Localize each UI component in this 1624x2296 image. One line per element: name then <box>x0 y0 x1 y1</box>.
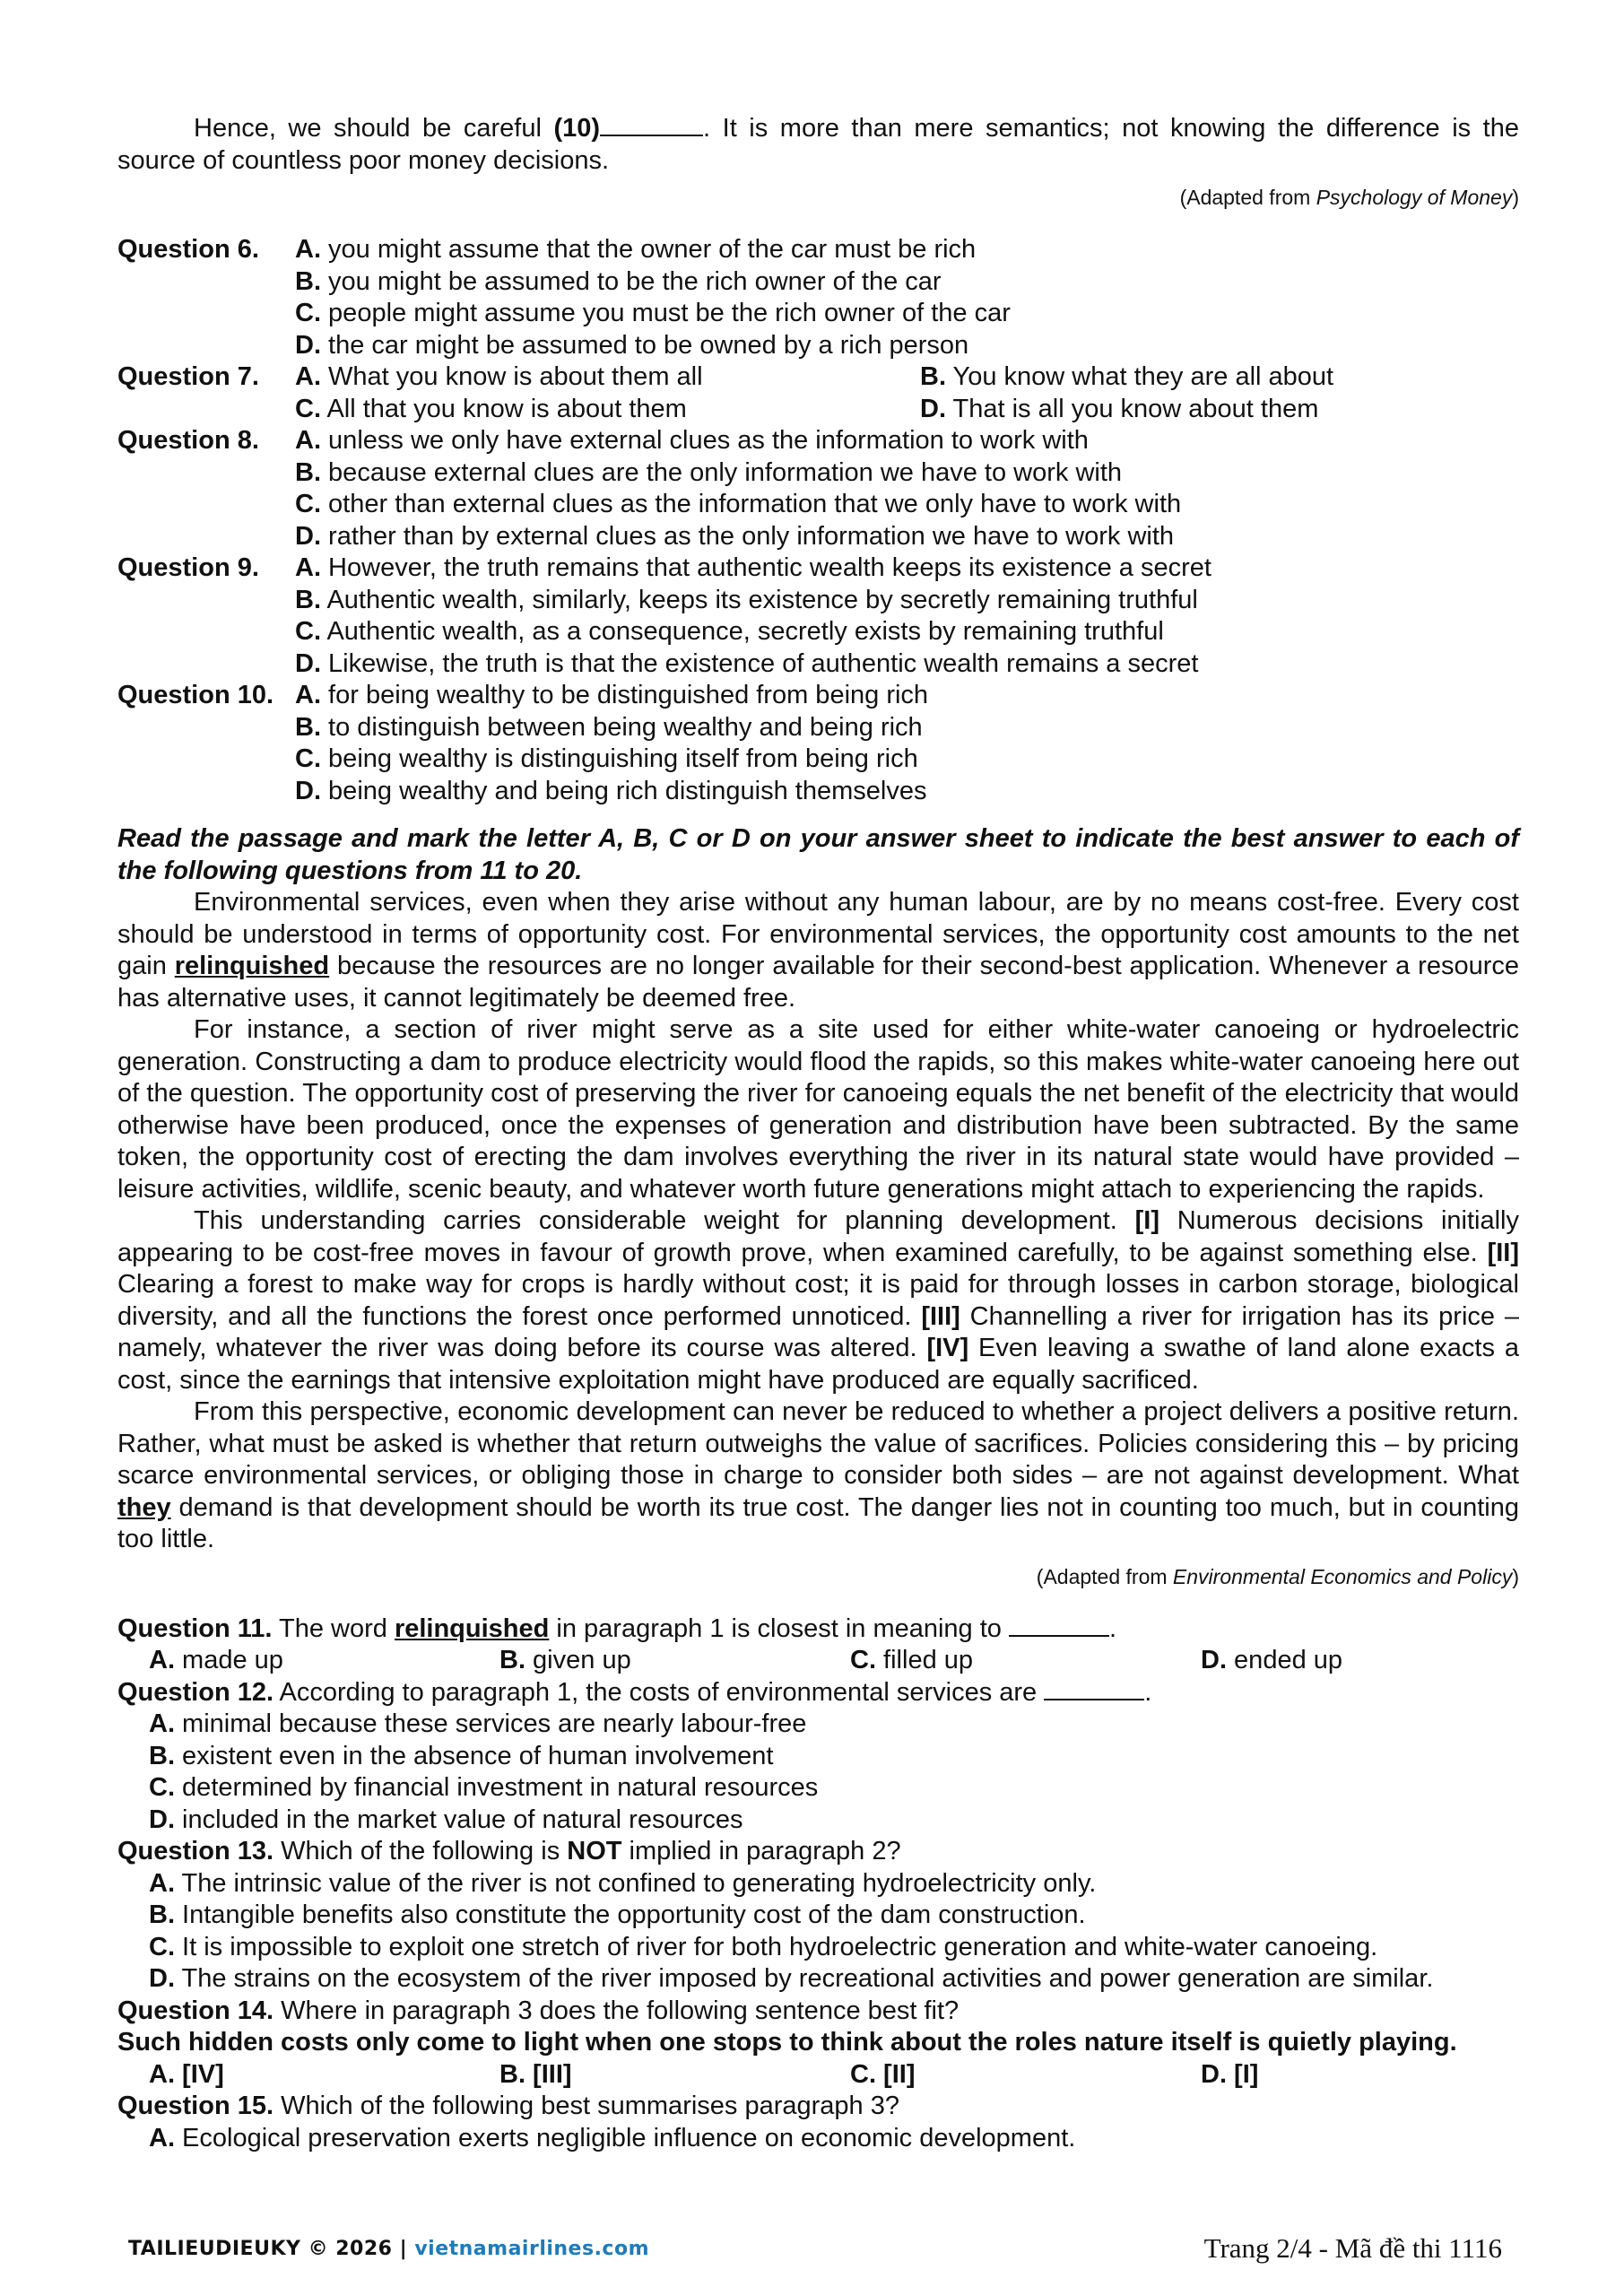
option-c[interactable]: C. It is impossible to exploit one stretch of river for both hydroelectric generation and white-water canoeing. <box>149 1932 1378 1961</box>
question-11: Question 11. The word relinquished in paragraph 1 is closest in meaning to . A. made up B. given up C. filled up D. ended up <box>117 1613 1519 1677</box>
footer-site-link[interactable]: vietnamairlines.com <box>414 2238 650 2260</box>
option-b[interactable]: B. Authentic wealth, similarly, keeps its existence by secretly remaining truthful <box>295 585 1198 614</box>
option-a[interactable]: A. for being wealthy to be distinguished from being rich <box>295 681 929 709</box>
answer-blank <box>1009 1615 1109 1637</box>
passage-paragraph-1: Environmental services, even when they arise without any human labour, are by no means cost-free. Every cost should be understood in terms of opportunity cost. For environmental services, the opportunity cost amounts to the net gain relinquished because the resources are no longer available for their second-best application. Whenever a resource has alternative uses, it cannot legitimately be deemed free. <box>117 888 1519 1013</box>
question-label: Question 6. <box>117 235 259 264</box>
question-label: Question 9. <box>117 553 259 582</box>
option-b[interactable]: B. You know what they are all about <box>920 362 1334 391</box>
option-d[interactable]: D. being wealthy and being rich distinguish themselves <box>295 776 927 805</box>
source-title: Psychology of Money <box>1316 186 1513 209</box>
option-b[interactable]: B. you might be assumed to be the rich owner of the car <box>295 266 942 296</box>
intro-text: Hence, we should be careful <box>194 114 554 143</box>
option-c[interactable]: C. other than external clues as the information that we only have to work with <box>295 490 1182 518</box>
option-b[interactable]: B. given up <box>499 1646 631 1674</box>
answer-blank <box>1044 1679 1144 1700</box>
option-d[interactable]: D. [I] <box>1201 2059 1259 2089</box>
option-c[interactable]: C. All that you know is about them <box>295 394 687 423</box>
option-a[interactable]: A. you might assume that the owner of the car must be rich <box>295 235 977 264</box>
passage-paragraph-4: From this perspective, economic development can never be reduced to whether a project delivers a positive return. Rather, what must be asked is whether that return outweighs the value of sacrifices. Policies considering this – by pricing scarce environmental services, or obliging those in charge to consider both sides – are not against development. What they demand is that development should be worth its true cost. The danger lies not in counting too much, but in counting too little. <box>117 1397 1519 1553</box>
option-a[interactable]: A. [IV] <box>149 2059 224 2089</box>
passage-paragraph-2: For instance, a section of river might serve as a site used for either white-water canoeing or hydroelectric generation. Constructing a dam to produce electricity would flood the rapids, so this makes white-water canoeing here out of the question. The opportunity cost of preserving the river for canoeing equals the net benefit of the electricity that would otherwise have been produced, once the expenses of generation and distribution have been subtracted. By the same token, the opportunity cost of erecting the dam involves everything the river in its natural state would have provided – leisure activities, wildlife, scenic beauty, and whatever worth future generations might attach to experiencing the rapids. <box>117 1015 1519 1204</box>
option-d[interactable]: D. Likewise, the truth is that the existence of authentic wealth remains a secret <box>295 648 1199 678</box>
question-label: Question 7. <box>117 362 259 391</box>
question-label: Question 8. <box>117 426 259 455</box>
question-7 <box>117 361 1519 425</box>
option-d[interactable]: D. The strains on the ecosystem of the river imposed by recreational activities and power generation are similar. <box>149 1964 1434 1993</box>
question-12: Question 12. According to paragraph 1, the costs of environmental services are . A. minimal because these services are nearly labour-free B. existent even in the absence of human involvement C. determined by financial investment in natural resources D. included in the market value of natural resources <box>117 1677 1519 1837</box>
underlined-word: relinquished <box>174 952 330 980</box>
option-b[interactable]: B. Intangible benefits also constitute the opportunity cost of the dam construction. <box>149 1900 1086 1929</box>
option-a[interactable]: A. unless we only have external clues as the information to work with <box>295 426 1089 455</box>
intro-paragraph <box>117 113 1519 177</box>
question-14: Question 14. Where in paragraph 3 does the following sentence best fit? Such hidden costs only come to light when one stops to think about the roles nature itself is quietly playing. A. [IV] B. [III] C. [II] D. [I] <box>117 1996 1519 2092</box>
insertion-marker: [I] <box>1134 1206 1159 1235</box>
option-b[interactable]: B. [III] <box>499 2059 572 2089</box>
insert-sentence: Such hidden costs only come to light when one stops to think about the roles nature itself is quietly playing. <box>117 2028 1457 2057</box>
option-a[interactable]: A. What you know is about them all <box>295 362 703 391</box>
source-title: Environmental Economics and Policy <box>1172 1564 1513 1588</box>
option-b[interactable]: B. to distinguish between being wealthy and being rich <box>295 712 923 742</box>
option-b[interactable]: B. existent even in the absence of human involvement <box>149 1741 774 1770</box>
blank-number: (10) <box>553 114 601 143</box>
option-c[interactable]: C. filled up <box>850 1646 974 1674</box>
source-citation: (Adapted from Environmental Economics and Policy) <box>1036 1564 1519 1588</box>
underlined-word: they <box>117 1492 171 1522</box>
option-d[interactable]: D. the car might be assumed to be owned by a rich person <box>295 330 969 360</box>
option-a[interactable]: A. However, the truth remains that authentic wealth keeps its existence a secret <box>295 553 1211 582</box>
option-d[interactable]: D. ended up <box>1201 1646 1343 1674</box>
insertion-marker: [III] <box>921 1301 960 1331</box>
question-label: Question 13. <box>117 1837 274 1866</box>
question-label: Question 15. <box>117 2092 274 2120</box>
option-a[interactable]: A. minimal because these services are nearly labour-free <box>149 1709 807 1738</box>
passage-paragraph-3: This understanding carries considerable weight for planning development. [I] Numerous decisions initially appearing to be cost-free moves in favour of growth prove, when examined carefully, to be against something else. [II] Clearing a forest to make way for crops is hardly without cost; it is paid for through losses in carbon storage, biological diversity, and all the functions the forest once performed unnoticed. [III] Channelling a river for irrigation has its price – namely, whatever the river was doing before its course was altered. [IV] Even leaving a swathe of land alone exacts a cost, since the earnings that intensive exploitation might have produced are equally sacrificed. <box>117 1206 1520 1395</box>
option-d[interactable]: D. That is all you know about them <box>920 394 1319 423</box>
page-footer <box>128 2232 1509 2274</box>
option-a[interactable]: A. The intrinsic value of the river is not confined to generating hydroelectricity only. <box>149 1868 1097 1898</box>
option-c[interactable]: C. being wealthy is distinguishing itself from being rich <box>295 744 918 773</box>
question-label: Question 10. <box>117 681 274 709</box>
page-number: Trang 2/4 - Mã đề thi 1116 <box>1203 2232 1502 2264</box>
question-15: Question 15. Which of the following best summarises paragraph 3? A. Ecological preservation exerts negligible influence on economic development. <box>117 2091 1519 2154</box>
question-label: Question 14. <box>117 1996 274 2025</box>
exam-page <box>117 113 1519 2154</box>
option-a[interactable]: A. Ecological preservation exerts negligible influence on economic development. <box>149 2123 1076 2152</box>
underlined-word: relinquished <box>394 1613 550 1643</box>
option-c[interactable]: C. [II] <box>850 2059 916 2089</box>
option-a[interactable]: A. made up <box>149 1646 283 1674</box>
question-9 <box>117 552 1519 680</box>
option-d[interactable]: D. included in the market value of natural resources <box>149 1805 743 1834</box>
option-c[interactable]: C. people might assume you must be the rich owner of the car <box>295 299 1011 327</box>
source-citation: (Adapted from Psychology of Money) <box>1179 186 1519 209</box>
question-label: Question 11. <box>117 1613 273 1643</box>
question-6 <box>117 234 1519 361</box>
option-c[interactable]: C. Authentic wealth, as a consequence, secretly exists by remaining truthful <box>295 617 1164 646</box>
reading-instruction: Read the passage and mark the letter A, B, C or D on your answer sheet to indicate the best answer to each of the following questions from 11 to 20. <box>117 824 1519 885</box>
question-8 <box>117 425 1519 552</box>
insertion-marker: [II] <box>1487 1238 1519 1267</box>
question-13: Question 13. Which of the following is NOT implied in paragraph 2? A. The intrinsic value of the river is not confined to generating hydroelectricity only. B. Intangible benefits also constitute the opportunity cost of the dam construction. C. It is impossible to exploit one stretch of river for both hydroelectric generation and white-water canoeing. D. The strains on the ecosystem of the river imposed by recreational activities and power generation are similar. <box>117 1836 1519 1996</box>
question-10 <box>117 680 1519 807</box>
footer-brand: TAILIEUDIEUKY © 2026 | vietnamairlines.com <box>128 2238 650 2260</box>
insertion-marker: [IV] <box>926 1334 969 1362</box>
option-d[interactable]: D. rather than by external clues as the only information we have to work with <box>295 521 1175 551</box>
option-b[interactable]: B. because external clues are the only information we have to work with <box>295 457 1123 487</box>
answer-blank <box>600 115 703 136</box>
option-c[interactable]: C. determined by financial investment in natural resources <box>149 1773 819 1802</box>
intro-text-end: . It is more than mere semantics; not knowing the difference is the source of countless poor money decisions. <box>117 114 1519 175</box>
question-label: Question 12. <box>117 1677 274 1707</box>
